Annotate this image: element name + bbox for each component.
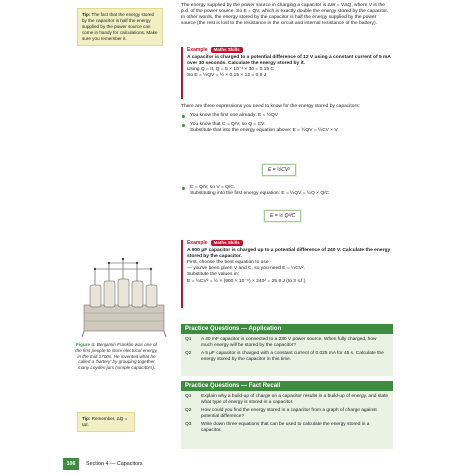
example-working-line: Using Q = It, Q = 5 × 10⁻³ × 30 = 0.15 C (187, 67, 274, 73)
equation-box-2: E = ½ Q²/C (264, 210, 301, 222)
leyden-jar-battery-illustration (80, 255, 168, 339)
practice-application-header: Practice Questions — Application (181, 324, 393, 334)
maths-skills-badge: Maths Skills (211, 240, 243, 246)
example-step: First, choose the best equation to use (187, 260, 269, 266)
bullet-item: You know that C = Q/V, so Q = CV. (181, 122, 391, 128)
bullet-item: You know the first one already: E = ½QV (181, 113, 391, 119)
question-item: Q1 Explain why a build-up of charge on a capacitor results in a build-up of energy, and state what type of energy is stored in a capacitor. (185, 394, 389, 405)
tip-text: Remember, ΔQ = IΔt. (82, 416, 128, 427)
figure-caption (74, 342, 159, 371)
example-question: A 900 μF capacitor is charged up to a potential difference of 240 V. Calculate the energy stored by the capacitor. (187, 248, 391, 260)
substitution-line: Substituting into the first energy equation: E = ½QV = ½Q × Q/C (190, 191, 330, 197)
equation-box-1: E = ½CV² (262, 164, 296, 176)
maths-skills-badge: Maths Skills (211, 47, 243, 53)
example-box-1 (181, 47, 393, 99)
tip-text: The fact that the energy stored by the capacitor is half the energy supplied by the power source can come in handy for calculations. Make sure you remember it. (82, 12, 158, 41)
example-answer-line: E = ½CV² = ½ × (900 × 10⁻⁶) × 240² = 25.9 J (to 3 s.f.) (187, 278, 306, 284)
question-item: Q2 A 5 μF capacitor is charged with a constant current of 0.025 mA for 45 s. Calculate the energy stored by the capacitor in this time. (185, 351, 384, 362)
expressions-section: There are three expressions you need to know for the energy stored by capacitors: You know the first one already: E = ½QV You know that C = Q/V, so Q = CV. Substitute that into the energy equation above: E = ½QV = ½CV × V (181, 104, 391, 134)
example-step: Substitute the values in: (187, 272, 239, 278)
intro-paragraph: The energy supplied by the power source in charging a capacitor is ΔW = VΔQ, where V is the p.d. of the power source. So E = QV, which is exactly double the energy stored by the capacitor. In other words, the energy stored by the capacitor is half the energy supplied by the power source (the rest is lost to the resistance in the circuit and internal resistance of the battery). (181, 3, 389, 27)
example-question: A capacitor is charged to a potential difference of 12 V using a constant current of 5 mA over 30 seconds. Calculate the energy stored by it. (187, 55, 391, 67)
bullet-item: C = Q/V, so V = Q/C. (181, 185, 391, 191)
tip-label: Tip: (82, 416, 91, 421)
tip-box-bottom (77, 412, 135, 432)
tip-label: Tip: (82, 12, 91, 17)
question-item: Q3 Write down three equations that can be used to calculate the energy stored in a capacitor. (185, 422, 370, 433)
section-label: Section 4 — Capacitors (86, 461, 143, 467)
tip-box-top (77, 8, 163, 46)
question-item: Q2 How could you find the energy stored in a capacitor from a graph of charge against potential difference? (185, 408, 377, 419)
substitution-line: Substitute that into the energy equation above: E = ½QV = ½CV × V (190, 128, 338, 134)
practice-application-body (181, 334, 393, 376)
question-item: Q1 A 40 mF capacitor is connected to a 230 V power source. When fully charged, how much energy will be stored by the capacitor? (185, 337, 377, 348)
example-answer-line: So E = ½QV = ½ × 0.15 × 12 = 0.9 J (187, 73, 267, 79)
example-heading: Example Maths Skills (187, 47, 243, 53)
example-heading: Example Maths Skills (187, 240, 243, 246)
figure-label: Figure 4: (76, 342, 96, 347)
expressions-section-2 (181, 185, 391, 197)
page-number: 106 (63, 458, 79, 470)
example-box-2 (181, 240, 393, 308)
example-step: — you've been given V and C, so you need E = ½CV². (187, 266, 305, 272)
practice-fact-recall-header: Practice Questions — Fact Recall (181, 381, 393, 391)
figure-caption-text: Benjamin Franklin was one of the first people to store electrical energy, in the mid 1700s. He invented what he called a 'battery' by grouping together many Leyden jars (simple capacitors). (75, 342, 158, 371)
practice-fact-recall-body (181, 391, 393, 449)
